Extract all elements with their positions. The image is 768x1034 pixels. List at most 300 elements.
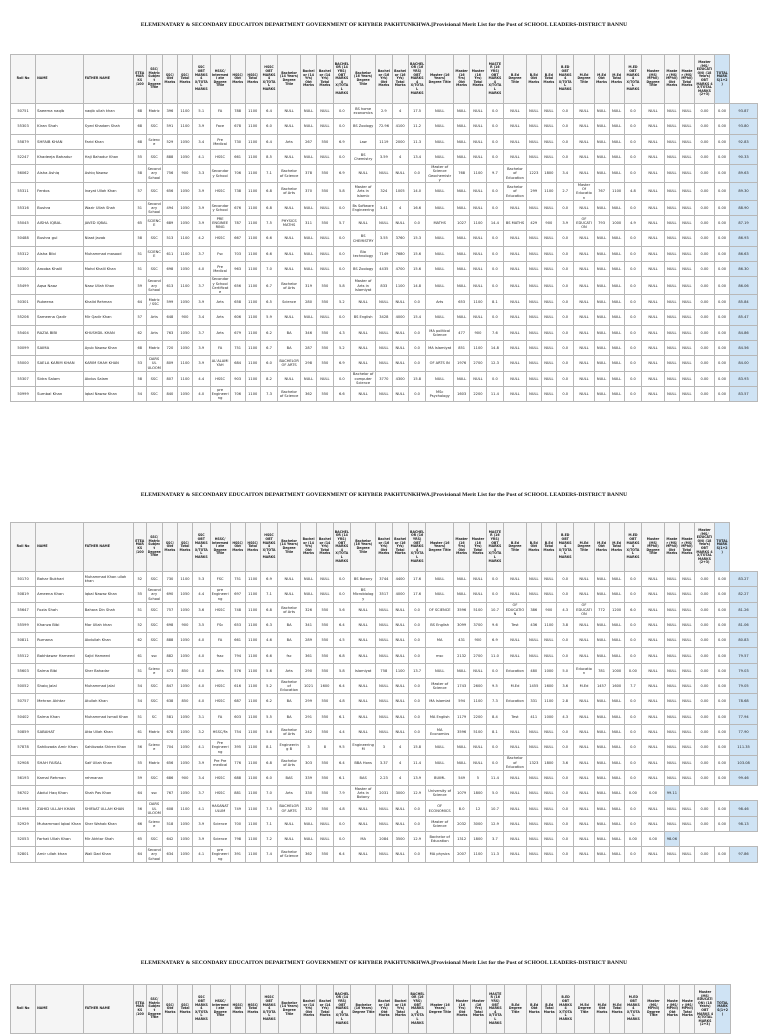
table-cell: MA political Science <box>426 325 454 340</box>
table-cell: 5.8 <box>333 277 351 295</box>
table-cell: 50052 <box>11 679 36 694</box>
table-cell: NULL <box>679 816 694 831</box>
table-cell: 0.00 <box>694 694 714 709</box>
table-cell: 550 <box>317 663 333 678</box>
table-cell: 0.00 <box>715 602 730 617</box>
table-cell: 1050 <box>177 832 192 847</box>
table-cell: NULL <box>504 386 527 401</box>
table-cell: NULL <box>679 277 694 295</box>
table-cell: 550 <box>317 755 333 770</box>
table-cell: 3099 <box>453 617 469 632</box>
table-cell: Farhat Ullah Khan <box>36 832 84 847</box>
table-cell: NULL <box>642 709 665 724</box>
table-row <box>11 694 758 709</box>
table-cell: 7.3 <box>260 386 278 401</box>
table-cell: NULL <box>574 587 594 602</box>
table-cell: 1050 <box>177 679 192 694</box>
table-cell: Mar Ullah khan <box>83 617 133 632</box>
table-cell: 2.7 <box>556 183 574 201</box>
table-cell: BUIML <box>426 770 454 785</box>
table-cell: 0.0 <box>556 816 574 831</box>
table-cell: 1100 <box>245 216 260 231</box>
table-cell: Master of Science <box>426 679 454 694</box>
table-cell: 311 <box>300 216 316 231</box>
table-cell: 57 <box>134 310 147 325</box>
table-cell: NULL <box>594 341 609 356</box>
column-header: Bachelor (14 Yrs) Obt Marks <box>300 523 316 572</box>
table-cell: NULL <box>392 325 408 340</box>
table-cell: 1100 <box>245 602 260 617</box>
table-cell: 0.0 <box>556 770 574 785</box>
table-cell: 4.0 <box>192 633 210 648</box>
table-cell: NULL <box>526 119 541 134</box>
table-cell: 86.93 <box>730 231 758 246</box>
table-cell: Amir ullah khan <box>36 847 84 862</box>
table-cell: 1050 <box>177 134 192 149</box>
table-cell: NULL <box>574 262 594 277</box>
table-cell: NULL <box>642 262 665 277</box>
table-cell: 11.4 <box>486 770 504 785</box>
table-cell: Niaat Javab <box>83 231 133 246</box>
table-cell: Arts <box>278 663 301 678</box>
table-cell: 55404 <box>11 325 36 340</box>
table-cell: 3.8 <box>556 617 574 632</box>
table-cell: 0.0 <box>333 246 351 261</box>
table-cell: NULL <box>594 371 609 386</box>
table-cell: 1100 <box>245 755 260 770</box>
table-cell: BS Zoology <box>351 262 376 277</box>
table-cell: HSSC <box>210 694 230 709</box>
table-cell: 1200 <box>609 602 624 617</box>
table-cell: 5.2 <box>333 341 351 356</box>
column-header: SSC/ Total Marks <box>177 523 192 572</box>
table-cell: 1100 <box>245 165 260 183</box>
table-cell: Secondary School <box>146 165 162 183</box>
table-cell: NULL <box>504 724 527 739</box>
table-cell: 0.00 <box>715 200 730 215</box>
table-cell: 2700 <box>470 356 486 371</box>
table-cell: 15.3 <box>408 231 426 246</box>
table-cell: 58 <box>134 231 147 246</box>
table-cell: NULL <box>504 200 527 215</box>
table-cell: NULL <box>664 119 679 134</box>
table-cell: 0.00 <box>694 371 714 386</box>
table-cell: 0.00 <box>694 277 714 295</box>
table-cell: 90.33 <box>730 149 758 164</box>
table-cell: 0.0 <box>333 231 351 246</box>
table-cell: 1100 <box>177 356 192 371</box>
table-cell: 1100 <box>541 694 556 709</box>
table-cell: 1100 <box>245 277 260 295</box>
table-cell: 0.0 <box>624 371 642 386</box>
table-cell: NULL <box>392 709 408 724</box>
table-cell: 5 <box>470 770 486 785</box>
table-cell: Master of Arts in Botany <box>351 786 376 801</box>
table-cell: Salma Bibi <box>36 663 84 678</box>
table-cell: 6.4 <box>333 679 351 694</box>
table-cell: 0.0 <box>408 816 426 831</box>
table-cell: NULL <box>470 663 486 678</box>
table-cell: 0.0 <box>486 183 504 201</box>
table-cell: 1743 <box>453 679 469 694</box>
table-cell: 0.0 <box>408 633 426 648</box>
table-cell: NULL <box>376 325 392 340</box>
table-cell: NULL <box>609 149 624 164</box>
table-cell: BACHELOR OF ARTS <box>278 801 301 816</box>
table-cell: NULL <box>609 341 624 356</box>
table-cell: 0.00 <box>715 587 730 602</box>
table-cell: 794 <box>230 648 245 663</box>
column-header: HSSC/ Total Marks <box>245 55 260 104</box>
table-cell: Arts <box>146 310 162 325</box>
table-cell: 4.0 <box>192 694 210 709</box>
table-cell: 1800 <box>470 786 486 801</box>
table-cell: NULL <box>351 847 376 862</box>
table-cell: BS Chemistry <box>351 149 376 164</box>
column-header: B.Ed Total Marks <box>541 55 556 104</box>
table-cell: NULL <box>574 617 594 632</box>
table-cell: 1100 <box>470 295 486 310</box>
table-cell: 0.0 <box>486 740 504 755</box>
table-cell: 299 <box>526 183 541 201</box>
column-header: Bachelor (14 Yrs) Obt Marks <box>301 985 317 1034</box>
table-cell: Fsc <box>210 246 230 261</box>
table-cell: ssc <box>146 648 162 663</box>
table-cell: 0.0 <box>624 356 642 371</box>
table-cell: KHUSHDIL KHAN <box>83 325 133 340</box>
table-cell: NULL <box>609 724 624 739</box>
table-cell: NULL <box>594 770 609 785</box>
table-cell: 5.8 <box>333 663 351 678</box>
table-cell: NULL <box>351 356 376 371</box>
table-cell: 1100 <box>470 341 486 356</box>
table-cell: 678 <box>230 119 245 134</box>
table-cell: NULL <box>504 119 527 134</box>
table-cell: NULL <box>392 679 408 694</box>
table-cell: 1100 <box>245 183 260 201</box>
table-cell: NULL <box>609 832 624 847</box>
table-cell: 1323 <box>526 755 541 770</box>
table-cell: 0.0 <box>624 149 642 164</box>
table-cell: NULL <box>642 801 665 816</box>
table-cell: 656 <box>162 755 177 770</box>
table-cell: NULL <box>609 755 624 770</box>
table-cell: 1100 <box>245 648 260 663</box>
table-cell: NULL <box>609 786 624 801</box>
table-cell: Rumana <box>36 633 84 648</box>
table-cell: 653 <box>230 617 245 632</box>
table-cell: 642 <box>162 832 177 847</box>
table-cell: NULL <box>426 587 454 602</box>
column-header: SSC/ Matric Subject Degree Title <box>146 985 162 1034</box>
table-cell: 0.00 <box>694 617 714 632</box>
table-cell: 85.84 <box>730 295 758 310</box>
table-cell: NULL <box>664 200 679 215</box>
table-cell: 0.0 <box>333 149 351 164</box>
table-cell: 1027 <box>453 216 469 231</box>
table-cell: NULL <box>278 816 301 831</box>
table-cell: 299 <box>300 694 316 709</box>
table-cell: NULL <box>453 119 469 134</box>
table-cell: 88.90 <box>730 200 758 215</box>
table-cell: 0.0 <box>486 587 504 602</box>
table-cell: NULL <box>351 816 376 831</box>
table-cell: NULL <box>426 572 454 587</box>
table-cell: HASANAT ULUM <box>210 801 230 816</box>
table-cell: BA <box>278 709 301 724</box>
table-cell: 550 <box>317 183 333 201</box>
table-cell: NULL <box>526 134 541 149</box>
table-cell: 0.00 <box>715 310 730 325</box>
table-cell: 6.2 <box>260 325 278 340</box>
table-cell: 748 <box>230 602 245 617</box>
table-cell: 0.0 <box>408 679 426 694</box>
table-cell: 688 <box>230 770 245 785</box>
table-cell: 0.0 <box>624 134 642 149</box>
table-cell: 5.9 <box>260 310 278 325</box>
table-cell: 703 <box>230 246 245 261</box>
table-cell: Science <box>278 295 301 310</box>
table-cell: 0.0 <box>408 216 426 231</box>
table-cell: BS Microbiology <box>351 587 376 602</box>
table-cell: 1050 <box>177 847 192 862</box>
table-cell: 1457 <box>594 679 609 694</box>
table-cell: 59 <box>134 277 147 295</box>
table-row <box>11 371 758 386</box>
table-cell: NULL <box>392 341 408 356</box>
table-cell: Education <box>574 663 594 678</box>
table-cell: 55311 <box>11 183 36 201</box>
table-cell: 6.9 <box>333 165 351 183</box>
table-cell: SSC <box>146 119 162 134</box>
table-cell: 62 <box>134 633 147 648</box>
column-header: SSC OBT MARKS 4 X/TOTAL MARKS <box>192 55 210 104</box>
table-cell: 0.00 <box>694 709 714 724</box>
table-cell: NULL <box>594 119 609 134</box>
table-cell: 55603 <box>11 663 36 678</box>
table-cell: Master Of Education <box>574 183 594 201</box>
table-cell: NULL <box>642 847 665 862</box>
table-cell: Muhammad Jalal <box>83 679 133 694</box>
table-cell: NULL <box>541 633 556 648</box>
table-cell: Engineering B <box>278 740 301 755</box>
table-cell: NULL <box>453 663 469 678</box>
table-cell: Secondary School <box>147 588 161 601</box>
table-cell: 3 <box>300 740 316 755</box>
table-cell: 52 <box>134 572 147 587</box>
table-cell: 5.0 <box>486 786 504 801</box>
table-cell: 8.4 <box>486 709 504 724</box>
table-cell: 0.00 <box>624 786 642 801</box>
table-cell: NULL <box>574 740 594 755</box>
table-cell: NULL <box>594 104 609 119</box>
table-cell: OF ARTS IN <box>426 356 454 371</box>
table-cell: 0.0 <box>486 755 504 770</box>
table-cell: pre Engineering <box>211 588 229 601</box>
column-header: M.ED OBT MARKS 4 X/TOTAL MARKS <box>624 55 642 104</box>
table-cell: 549 <box>453 770 469 785</box>
table-cell: NULL <box>679 709 694 724</box>
table-cell: SABAHAT <box>36 724 84 739</box>
table-cell: 2600 <box>470 679 486 694</box>
column-header: Master (16 Yrs) Obt Marks <box>454 985 470 1034</box>
column-header: Bachelor (16 Yrs) Total Marks <box>392 985 408 1034</box>
table-cell: NULL <box>594 356 609 371</box>
table-cell: 13.7 <box>408 663 426 678</box>
table-cell: 0.0 <box>333 119 351 134</box>
table-cell: M.Ed <box>504 679 527 694</box>
table-cell: NULL <box>679 847 694 862</box>
table-cell: 6.8 <box>260 602 278 617</box>
table-cell: 0.00 <box>694 183 714 201</box>
table-cell: 0.00 <box>715 709 730 724</box>
table-cell: pre Engineering <box>211 848 229 861</box>
table-cell: 57 <box>134 183 147 201</box>
table-cell: 51 <box>134 246 147 261</box>
merit-table <box>10 522 758 863</box>
table-cell: NULL <box>679 648 694 663</box>
table-cell: NULL <box>526 572 541 587</box>
column-header: B.Ed Obt Marks <box>526 55 541 104</box>
table-cell: 50999 <box>11 386 36 401</box>
table-cell: 4.2 <box>192 231 210 246</box>
table-cell: 1050 <box>177 216 192 231</box>
table-cell: Saeema naqib <box>36 104 84 119</box>
table-cell: 1800 <box>541 755 556 770</box>
table-cell: 4100 <box>392 119 408 134</box>
table-row <box>11 277 758 295</box>
table-cell: 3.9 <box>192 200 210 215</box>
table-cell: 1100 <box>245 663 260 678</box>
table-row <box>11 786 758 801</box>
table-cell: 0.00 <box>715 356 730 371</box>
table-cell: Salma Khan <box>36 709 84 724</box>
table-cell: 51 <box>134 663 147 678</box>
table-cell: 0.0 <box>556 295 574 310</box>
table-cell: NULL <box>278 587 301 602</box>
table-cell: 1455 <box>526 679 541 694</box>
table-cell: 793 <box>594 216 609 231</box>
table-cell: 77.94 <box>730 709 758 724</box>
table-cell: 730 <box>162 572 177 587</box>
table-cell: naqib ullah khan <box>83 104 133 119</box>
table-cell: NULL <box>642 371 665 386</box>
table-cell: NULL <box>642 310 665 325</box>
table-cell: 900 <box>177 770 192 785</box>
table-cell: 57878 <box>11 740 36 755</box>
table-cell: NULL <box>664 816 679 831</box>
table-cell: 0.0 <box>624 694 642 709</box>
table-cell: 0.0 <box>556 149 574 164</box>
table-cell: NULL <box>470 149 486 164</box>
table-cell: 0.0 <box>486 663 504 678</box>
table-cell: 550 <box>317 770 333 785</box>
table-cell: NULL <box>317 104 333 119</box>
table-cell: Shah Pas Khan <box>83 786 133 801</box>
table-cell: Haji Bahadur Khan <box>83 149 133 164</box>
table-cell: NULL <box>609 709 624 724</box>
table-cell: 0.0 <box>624 801 642 816</box>
table-row <box>11 165 758 183</box>
column-header: MASTER (16 YRS) OBT MARKS 4 X/TOTAL MARKS <box>486 55 504 104</box>
table-cell: 0.00 <box>715 679 730 694</box>
table-cell: 56062 <box>11 165 36 183</box>
table-cell: 847 <box>162 679 177 694</box>
table-cell: 1050 <box>177 200 192 215</box>
table-cell: NULL <box>642 149 665 164</box>
table-cell: 55045 <box>11 216 36 231</box>
table-cell: 7.1 <box>260 587 278 602</box>
table-cell: 6.4 <box>333 755 351 770</box>
table-cell: 0.0 <box>624 572 642 587</box>
table-cell: 1100 <box>541 617 556 632</box>
table-cell: 0.00 <box>715 325 730 340</box>
table-cell: 0.00 <box>715 231 730 246</box>
table-cell: 0.00 <box>694 104 714 119</box>
table-cell: Mohd Khalil Khan <box>83 262 133 277</box>
table-cell: NULL <box>609 617 624 632</box>
table-cell: 6.4 <box>333 847 351 862</box>
table-cell: DARS UL ULOOM <box>147 357 161 370</box>
table-cell: 513 <box>162 231 177 246</box>
table-cell: 7.4 <box>260 847 278 862</box>
table-cell: 4 <box>392 104 408 119</box>
table-cell: 494 <box>162 200 177 215</box>
header-row <box>11 55 758 104</box>
table-cell: 581 <box>162 709 177 724</box>
table-cell: 0.00 <box>715 770 730 785</box>
table-cell: 850 <box>177 663 192 678</box>
table-cell: 706 <box>230 165 245 183</box>
table-cell: Secondary School <box>147 201 161 215</box>
table-cell: NULL <box>317 119 333 134</box>
table-cell: 0.0 <box>408 694 426 709</box>
table-cell: 7.0 <box>260 262 278 277</box>
table-cell: NULL <box>664 356 679 371</box>
table-cell: 81.26 <box>730 602 758 617</box>
table-cell: 0.0 <box>624 633 642 648</box>
table-cell: 0.00 <box>715 386 730 401</box>
table-cell: 111.35 <box>730 740 758 755</box>
table-cell: 3.7 <box>192 786 210 801</box>
table-cell: NULL <box>376 801 392 816</box>
table-cell: 50099 <box>11 341 36 356</box>
table-cell: NULL <box>642 724 665 739</box>
table-cell: 3.4 <box>556 165 574 183</box>
table-cell: 1100 <box>245 246 260 261</box>
table-cell: 0.00 <box>715 663 730 678</box>
table-cell: 97.86 <box>730 847 758 862</box>
table-cell: 3.37 <box>376 755 392 770</box>
table-cell: NULL <box>679 371 694 386</box>
table-cell: PHYSICS MATHS <box>278 216 301 231</box>
table-cell: NULL <box>470 183 486 201</box>
table-cell: NULL <box>574 755 594 770</box>
column-header: BACHELOR (16 YRS) OBT MARKS 4 X/TOTAL MARKS <box>409 985 427 1034</box>
table-cell: NULL <box>376 386 392 401</box>
table-cell: 6.4 <box>260 104 278 119</box>
table-cell: NULL <box>392 617 408 632</box>
table-cell: NULL <box>541 104 556 119</box>
table-cell: NULL <box>679 663 694 678</box>
table-cell: NULL <box>664 231 679 246</box>
table-cell: HSSC <box>210 371 230 386</box>
column-header: Master (16 Yrs) Obt Marks <box>453 55 469 104</box>
table-cell: 550 <box>317 386 333 401</box>
table-cell: 58 <box>134 371 147 386</box>
table-body <box>11 104 758 402</box>
table-cell: 0.0 <box>556 277 574 295</box>
